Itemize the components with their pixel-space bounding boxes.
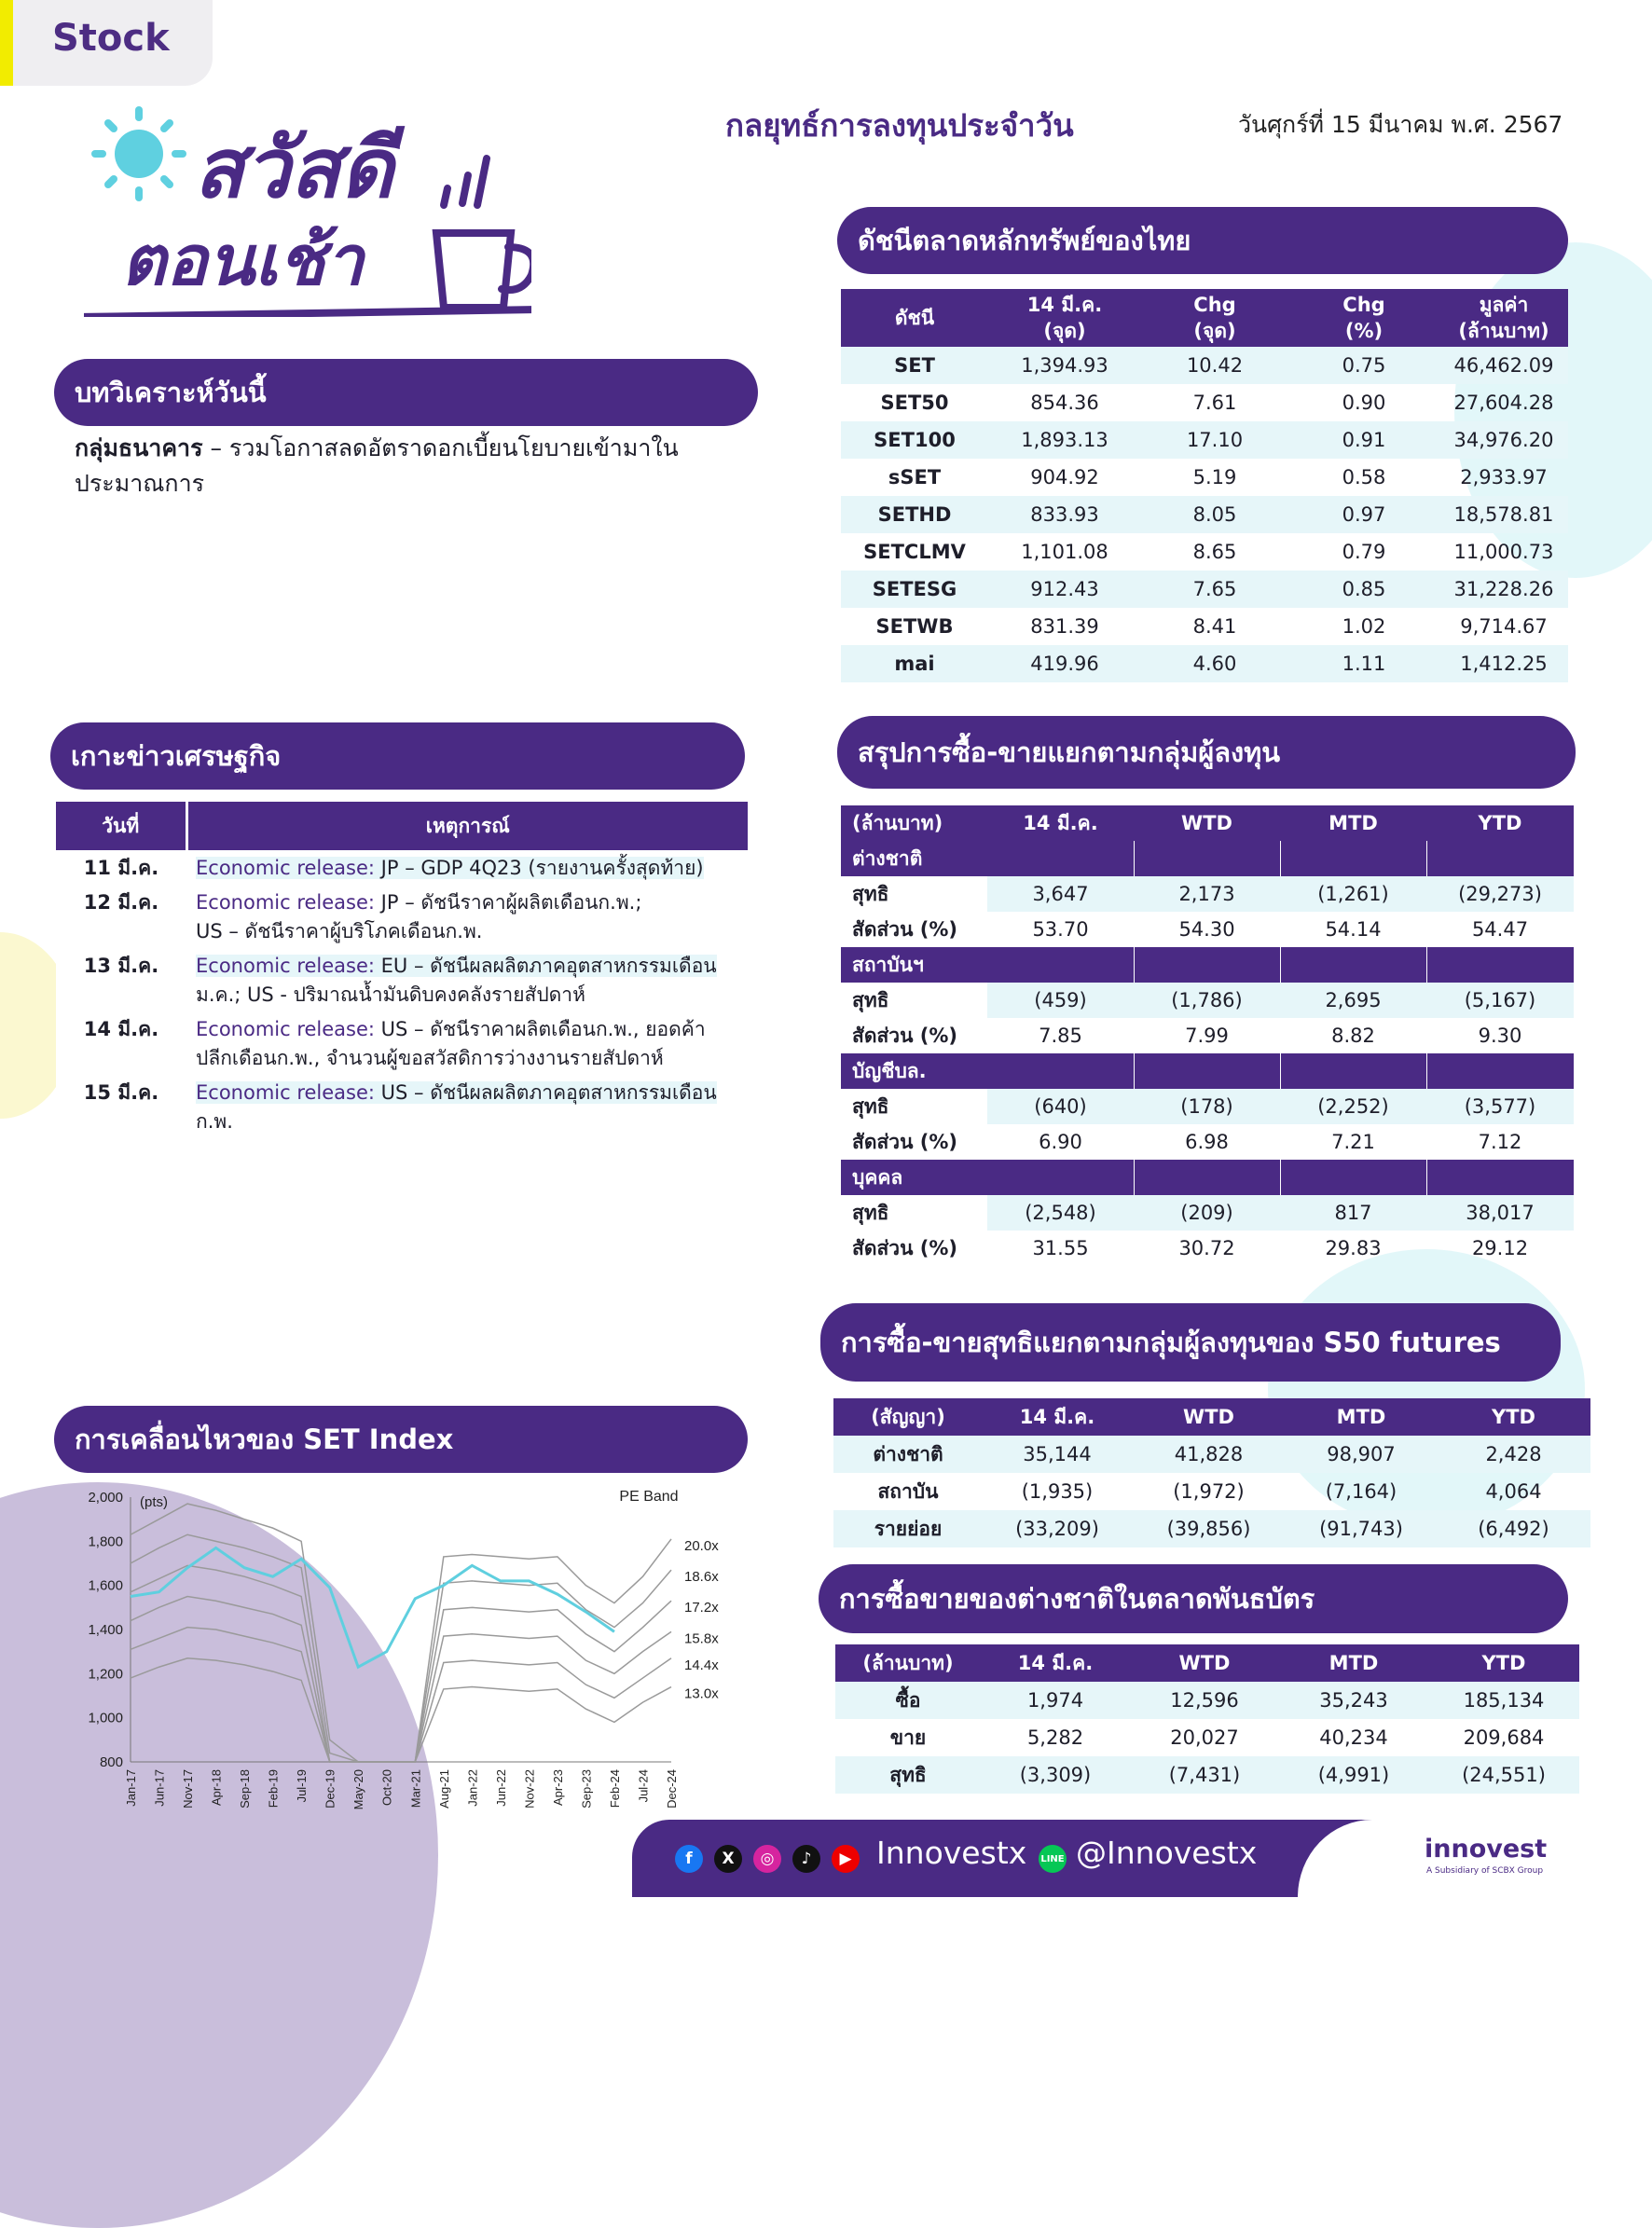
- investor-heading: [837, 716, 1576, 789]
- pe-band-label: 14.4x: [684, 1657, 719, 1673]
- logo-line2: ตอนเช้า: [121, 221, 365, 301]
- investor-net-row: [841, 983, 1574, 1018]
- futures_table-cell: (1,935): [1021, 1480, 1094, 1503]
- bond_table-cell: 209,684: [1463, 1726, 1545, 1749]
- bond_table-cell: 185,134: [1428, 1682, 1579, 1719]
- futures_table-cell: รายย่อย: [833, 1510, 983, 1547]
- index-cell: SETHD: [841, 496, 988, 533]
- bond_table-row: [835, 1682, 1579, 1719]
- investor-share-row: [841, 912, 1574, 947]
- investor-net-cell: 2,695: [1280, 983, 1426, 1018]
- news-date: 11 มี.ค.: [56, 850, 186, 885]
- net-label: สุทธิ: [841, 876, 987, 912]
- investor-share-cell: 53.70: [1032, 918, 1089, 941]
- set-index-line: [131, 1547, 614, 1667]
- bond_table-cell: ขาย: [835, 1719, 981, 1756]
- bond-heading-text: การซื้อขายของต่างชาติในตลาดพันธบัตร: [839, 1583, 1315, 1615]
- bond_table-cell: 1,974: [981, 1682, 1130, 1719]
- index-cell: 27,604.28: [1453, 392, 1554, 414]
- bond_table-cell: 20,027: [1170, 1726, 1239, 1749]
- instagram-icon[interactable]: ◎: [753, 1845, 781, 1873]
- col-close: 14 มี.ค. (จุด): [988, 289, 1141, 347]
- col-date: วันที่: [56, 802, 186, 850]
- index-cell: 17.10: [1141, 421, 1288, 459]
- investor-net-cell: (209): [1134, 1195, 1280, 1231]
- index-cell: 9,714.67: [1460, 615, 1548, 638]
- index-cell: 18,578.81: [1439, 496, 1568, 533]
- col-event: เหตุการณ์: [186, 802, 748, 850]
- morning-logo: [84, 103, 569, 317]
- index-cell: 904.92: [1030, 466, 1099, 488]
- futures_table-cell: 4,064: [1485, 1480, 1542, 1503]
- futures-table-header: [833, 1398, 1590, 1436]
- futures-heading: [820, 1303, 1561, 1382]
- index-cell: 0.91: [1288, 421, 1439, 459]
- index-cell: SETCLMV: [863, 541, 966, 563]
- index-cell: 833.93: [988, 496, 1141, 533]
- y-tick-label: 1,800: [88, 1533, 123, 1550]
- index-row: [841, 645, 1568, 682]
- pe-band-label: 18.6x: [684, 1569, 719, 1586]
- investor-share-cell: 54.14: [1325, 918, 1382, 941]
- y-tick-label: 1,000: [88, 1710, 123, 1726]
- investor-share-cell: 7.99: [1185, 1025, 1229, 1047]
- col-ytd: YTD: [1426, 805, 1574, 841]
- analysis-text2: ประมาณการ: [75, 470, 205, 497]
- footer-line-id[interactable]: @Innovestx: [1076, 1835, 1258, 1871]
- index-cell: 8.41: [1192, 615, 1237, 638]
- news-table-header: [56, 802, 748, 850]
- index-cell: 0.58: [1342, 466, 1386, 488]
- x-tick-label: Nov-22: [522, 1769, 537, 1809]
- news-event: Economic release: JP – GDP 4Q23 (รายงานครั้งสุดท้าย): [196, 857, 704, 879]
- y-tick-label: 1,200: [88, 1666, 123, 1683]
- index-cell: 1,893.13: [988, 421, 1141, 459]
- investor-group-row: [841, 1053, 1574, 1089]
- bond-heading: [819, 1564, 1568, 1633]
- analysis-group: กลุ่มธนาคาร: [75, 434, 203, 461]
- news-row: [56, 850, 748, 885]
- pe-band-label: 17.2x: [684, 1600, 719, 1616]
- investor-net-cell: (2,548): [987, 1195, 1134, 1231]
- news-row: [56, 948, 748, 1011]
- index-table: [841, 289, 1568, 682]
- y-tick-label: 1,400: [88, 1622, 123, 1638]
- index-cell: SET50: [880, 392, 949, 414]
- index-cell: 0.97: [1288, 496, 1439, 533]
- investor-net-cell: (5,167): [1426, 983, 1574, 1018]
- index-cell: 10.42: [1141, 347, 1288, 384]
- futures_table-cell: ต่างชาติ: [833, 1436, 983, 1473]
- news-date: 15 มี.ค.: [56, 1075, 186, 1138]
- col-day: 14 มี.ค.: [987, 805, 1134, 841]
- futures-heading-text: การซื้อ-ขายสุทธิแยกตามกลุ่มผู้ลงทุนของ S50 futures: [841, 1327, 1501, 1358]
- news-table: [56, 802, 748, 1138]
- index-cell: SETESG: [841, 571, 988, 608]
- investor-share-cell: 29.83: [1325, 1237, 1382, 1259]
- x-tick-label: Jan-17: [124, 1769, 138, 1807]
- index-cell: 854.36: [1030, 392, 1099, 414]
- index-row: [841, 608, 1568, 645]
- futures_table-cell: สถาบัน: [833, 1473, 983, 1510]
- futures_table-cell: 2,428: [1437, 1436, 1590, 1473]
- fut-col-unit: (สัญญา): [833, 1398, 983, 1436]
- news-date: 14 มี.ค.: [56, 1011, 186, 1075]
- share-label: สัดส่วน (%): [852, 917, 957, 941]
- investor-net-cell: (1,786): [1134, 983, 1280, 1018]
- innovestx-logo: innovest: [1425, 1835, 1548, 1864]
- unit-label: (pts): [140, 1494, 168, 1510]
- futures_table-cell: 41,828: [1132, 1436, 1286, 1473]
- index-cell: 11,000.73: [1453, 541, 1554, 563]
- pe-band-line: [131, 1597, 671, 1763]
- share-label: สัดส่วน (%): [852, 1024, 957, 1047]
- y-tick-label: 1,600: [88, 1577, 123, 1594]
- bond_table-cell: สุทธิ: [835, 1756, 981, 1794]
- stock-tab[interactable]: [0, 0, 213, 86]
- news-row: [56, 885, 748, 948]
- net-label: สุทธิ: [841, 1195, 987, 1231]
- investor-net-row: [841, 876, 1574, 912]
- share-label: สัดส่วน (%): [852, 1236, 957, 1259]
- col-mtd: MTD: [1280, 805, 1426, 841]
- footer-brand[interactable]: Innovestx: [876, 1835, 1027, 1871]
- bond_table-cell: ซื้อ: [835, 1682, 981, 1719]
- col-chg-pts: Chg (จุด): [1141, 289, 1288, 347]
- investor-share-cell: 30.72: [1178, 1237, 1235, 1259]
- pe-band-label: 13.0x: [684, 1685, 719, 1702]
- analysis-text: – รวมโอกาสลดอัตราดอกเบี้ยนโยบายเข้ามาใน: [202, 434, 679, 461]
- x-tick-label: Feb-24: [607, 1769, 622, 1809]
- x-tick-label: Aug-21: [436, 1769, 451, 1809]
- investor-heading-text: สรุปการซื้อ-ขายแยกตามกลุ่มผู้ลงทุน: [858, 736, 1281, 768]
- col-wtd: WTD: [1134, 805, 1280, 841]
- investor-net-row: [841, 1089, 1574, 1124]
- investor-net-cell: (29,273): [1426, 876, 1574, 912]
- fut-col-wtd: WTD: [1132, 1398, 1286, 1436]
- investor-net-cell: 3,647: [987, 876, 1134, 912]
- index-row: [841, 384, 1568, 421]
- logo-line1: สวัสดี: [194, 120, 393, 216]
- index-cell: 5.19: [1192, 466, 1237, 488]
- bond-table-header: [835, 1644, 1579, 1682]
- line-icon[interactable]: LINE: [1039, 1845, 1067, 1873]
- bond_table-cell: (7,431): [1130, 1756, 1279, 1794]
- investor-net-cell: (2,252): [1280, 1089, 1426, 1124]
- youtube-icon[interactable]: ▶: [832, 1845, 860, 1873]
- futures_table-cell: 98,907: [1286, 1436, 1437, 1473]
- futures_table-cell: 35,144: [983, 1436, 1132, 1473]
- bond-table: [835, 1644, 1579, 1794]
- news-heading: [50, 722, 745, 790]
- col-unit: (ล้านบาท): [841, 805, 987, 841]
- pe-band-label: 20.0x: [684, 1537, 719, 1554]
- index-row: [841, 533, 1568, 571]
- page-date: วันศุกร์ที่ 15 มีนาคม พ.ศ. 2567: [1238, 111, 1563, 138]
- investor-share-cell: 6.90: [1039, 1131, 1082, 1153]
- investor-group-name: บุคคล: [841, 1160, 987, 1195]
- col-index: ดัชนี: [841, 289, 988, 347]
- investor-net-cell: 38,017: [1426, 1195, 1574, 1231]
- tab-accent-bar: [0, 0, 13, 86]
- investor-share-cell: 7.12: [1478, 1131, 1522, 1153]
- x-tick-label: Sep-23: [579, 1769, 594, 1809]
- news-event: Economic release: US – ดัชนีผลผลิตภาคอุตสาหกรรมเดือน ก.พ.: [196, 1081, 717, 1133]
- x-tick-label: Apr-23: [550, 1769, 565, 1807]
- pe-band-line: [131, 1658, 671, 1762]
- index-cell: SET100: [841, 421, 988, 459]
- index-cell: 2,933.97: [1460, 466, 1548, 488]
- analysis-body: [75, 431, 718, 502]
- page-title: กลยุทธ์การลงทุนประจำวัน: [725, 107, 1074, 144]
- investor-share-row: [841, 1124, 1574, 1160]
- index-row: [841, 496, 1568, 533]
- futures_table-cell: (1,972): [1173, 1480, 1245, 1503]
- news-heading-text: เกาะข่าวเศรษฐกิจ: [71, 740, 282, 772]
- index-cell: 912.43: [988, 571, 1141, 608]
- fut-col-mtd: MTD: [1286, 1398, 1437, 1436]
- investor-group-name: ต่างชาติ: [841, 841, 987, 876]
- index-cell: 8.65: [1192, 541, 1237, 563]
- investor-net-cell: (3,577): [1426, 1089, 1574, 1124]
- index-cell: 419.96: [988, 645, 1141, 682]
- investor-share-cell: 7.85: [1039, 1025, 1082, 1047]
- futures_table-row: [833, 1436, 1590, 1473]
- index-cell: SETWB: [875, 615, 954, 638]
- set-index-chart: [56, 1482, 746, 1827]
- fut-col-ytd: YTD: [1437, 1398, 1590, 1436]
- x-tick-label: Apr-18: [209, 1769, 224, 1807]
- analysis-heading: [54, 359, 758, 426]
- index-table-header: [841, 289, 1568, 347]
- x-tick-label: Sep-18: [238, 1769, 253, 1809]
- index-cell: 831.39: [1030, 615, 1099, 638]
- futures_table-cell: (39,856): [1132, 1510, 1286, 1547]
- investor-net-cell: (178): [1134, 1089, 1280, 1124]
- index-cell: 1.02: [1342, 615, 1386, 638]
- investor-share-cell: 29.12: [1471, 1237, 1529, 1259]
- stock-tab-label: Stock: [52, 17, 170, 60]
- investor-share-cell: 7.21: [1331, 1131, 1375, 1153]
- investor-share-row: [841, 1018, 1574, 1053]
- bond-col-ytd: YTD: [1428, 1644, 1579, 1682]
- index-row: [841, 421, 1568, 459]
- fut-col-day: 14 มี.ค.: [983, 1398, 1132, 1436]
- investor-table-header: [841, 805, 1574, 841]
- investor-group-name: บัญชีบล.: [841, 1053, 987, 1089]
- investor-net-cell: 817: [1280, 1195, 1426, 1231]
- index-heading-text: ดัชนีตลาดหลักทรัพย์ของไทย: [858, 225, 1191, 256]
- net-label: สุทธิ: [841, 1089, 987, 1124]
- bond-col-unit: (ล้านบาท): [835, 1644, 981, 1682]
- bond_table-row: [835, 1756, 1579, 1794]
- index-cell: sSET: [888, 466, 942, 488]
- bond_table-cell: 40,234: [1319, 1726, 1388, 1749]
- bond_table-cell: (3,309): [981, 1756, 1130, 1794]
- x-tick-label: Dec-19: [323, 1769, 337, 1809]
- chart-heading: [54, 1406, 748, 1473]
- futures_table-row: [833, 1510, 1590, 1547]
- x-tick-label: Oct-20: [379, 1769, 394, 1807]
- x-tick-label: Feb-19: [266, 1769, 281, 1809]
- investor-net-row: [841, 1195, 1574, 1231]
- investor-group-row: [841, 947, 1574, 983]
- futures-table: [833, 1398, 1590, 1547]
- x-tick-label: May-20: [351, 1769, 366, 1810]
- index-cell: 0.75: [1288, 347, 1439, 384]
- investor-group-row: [841, 1160, 1574, 1195]
- news-event: Economic release: EU – ดัชนีผลผลิตภาคอุตสาหกรรมเดือน ม.ค.; US - ปริมาณน้ำมันดิบคงคลังรายสัปดาห์: [196, 955, 717, 1006]
- investor-share-cell: 54.47: [1471, 918, 1529, 941]
- index-row: [841, 571, 1568, 608]
- bond-col-wtd: WTD: [1130, 1644, 1279, 1682]
- index-cell: 7.61: [1192, 392, 1237, 414]
- index-cell: 8.05: [1141, 496, 1288, 533]
- futures_table-cell: (7,164): [1325, 1480, 1397, 1503]
- coffee-cup-icon: [84, 121, 531, 317]
- x-icon[interactable]: X: [714, 1845, 742, 1873]
- pe-band-line: [131, 1504, 671, 1762]
- pe-band-line: [131, 1628, 671, 1762]
- futures_table-cell: (6,492): [1437, 1510, 1590, 1547]
- news-row: [56, 1075, 748, 1138]
- share-label: สัดส่วน (%): [852, 1130, 957, 1153]
- investor-share-cell: 8.82: [1331, 1025, 1375, 1047]
- x-tick-label: Nov-17: [181, 1769, 196, 1809]
- investor-net-cell: (1,261): [1280, 876, 1426, 912]
- news-date: 12 มี.ค.: [56, 885, 186, 948]
- x-tick-label: Jan-22: [465, 1769, 480, 1807]
- y-tick-label: 2,000: [88, 1490, 123, 1506]
- col-chg-pct: Chg (%): [1288, 289, 1439, 347]
- index-heading: [837, 207, 1568, 274]
- innovestx-logo-sub: A Subsidiary of SCBX Group: [1426, 1866, 1544, 1876]
- x-tick-label: Jun-22: [493, 1769, 508, 1807]
- investor-share-cell: 6.98: [1185, 1131, 1229, 1153]
- index-cell: 46,462.09: [1439, 347, 1568, 384]
- investor-share-cell: 9.30: [1478, 1025, 1522, 1047]
- net-label: สุทธิ: [841, 983, 987, 1018]
- news-event: Economic release: US – ดัชนีราคาผลิตเดือนก.พ., ยอดค้า ปลีกเดือนก.พ., จำนวนผู้ขอสวัสดิการว่างงานรายสัปดาห์: [196, 1018, 706, 1069]
- pe-band-label: 15.8x: [684, 1630, 719, 1647]
- bond_table-cell: (24,551): [1428, 1756, 1579, 1794]
- news-event: Economic release: JP – ดัชนีราคาผู้ผลิตเดือนก.พ.; US – ดัชนีราคาผู้บริโภคเดือนก.พ.: [196, 891, 642, 942]
- index-cell: 0.90: [1342, 392, 1386, 414]
- x-tick-label: Dec-24: [665, 1769, 679, 1809]
- investor-group-row: [841, 841, 1574, 876]
- chart-heading-text: การเคลื่อนไหวของ SET Index: [75, 1423, 454, 1455]
- news-date: 13 มี.ค.: [56, 948, 186, 1011]
- index-cell: mai: [841, 645, 988, 682]
- index-cell: 7.65: [1141, 571, 1288, 608]
- x-tick-label: Mar-21: [408, 1769, 423, 1809]
- investor-group-name: สถาบันฯ: [841, 947, 987, 983]
- index-cell: 1,412.25: [1439, 645, 1568, 682]
- index-cell: 1,394.93: [988, 347, 1141, 384]
- x-tick-label: Jul-24: [636, 1769, 651, 1803]
- analysis-heading-text: บทวิเคราะห์วันนี้: [75, 377, 267, 408]
- x-tick-label: Jul-19: [295, 1769, 310, 1803]
- col-value: มูลค่า (ล้านบาท): [1439, 289, 1568, 347]
- index-cell: 1,101.08: [1021, 541, 1108, 563]
- tiktok-icon[interactable]: ♪: [792, 1845, 820, 1873]
- index-cell: SET: [841, 347, 988, 384]
- index-cell: 0.79: [1342, 541, 1386, 563]
- pe-band-line: [131, 1565, 671, 1762]
- futures_table-row: [833, 1473, 1590, 1510]
- bond_table-cell: 35,243: [1279, 1682, 1428, 1719]
- index-cell: 4.60: [1141, 645, 1288, 682]
- index-row: [841, 459, 1568, 496]
- bond_table-cell: 12,596: [1130, 1682, 1279, 1719]
- index-row: [841, 347, 1568, 384]
- y-tick-label: 800: [99, 1754, 123, 1770]
- investor-share-cell: 54.30: [1178, 918, 1235, 941]
- index-cell: 34,976.20: [1439, 421, 1568, 459]
- news-row: [56, 1011, 748, 1075]
- investor-net-cell: 2,173: [1134, 876, 1280, 912]
- investor-net-cell: (459): [987, 983, 1134, 1018]
- index-cell: 31,228.26: [1439, 571, 1568, 608]
- bond_table-cell: 5,282: [1026, 1726, 1084, 1749]
- futures_table-cell: (33,209): [983, 1510, 1132, 1547]
- bond-col-day: 14 มี.ค.: [981, 1644, 1130, 1682]
- index-cell: 0.85: [1288, 571, 1439, 608]
- investor-table: [841, 805, 1574, 1266]
- bond-col-mtd: MTD: [1279, 1644, 1428, 1682]
- futures_table-cell: (91,743): [1286, 1510, 1437, 1547]
- pe-band-title: PE Band: [619, 1489, 679, 1505]
- investor-net-cell: (640): [987, 1089, 1134, 1124]
- investor-share-row: [841, 1231, 1574, 1266]
- bond_table-row: [835, 1719, 1579, 1756]
- x-tick-label: Jun-17: [152, 1769, 167, 1807]
- index-cell: 1.11: [1288, 645, 1439, 682]
- bond_table-cell: (4,991): [1279, 1756, 1428, 1794]
- investor-share-cell: 31.55: [1032, 1237, 1089, 1259]
- facebook-icon[interactable]: f: [675, 1845, 703, 1873]
